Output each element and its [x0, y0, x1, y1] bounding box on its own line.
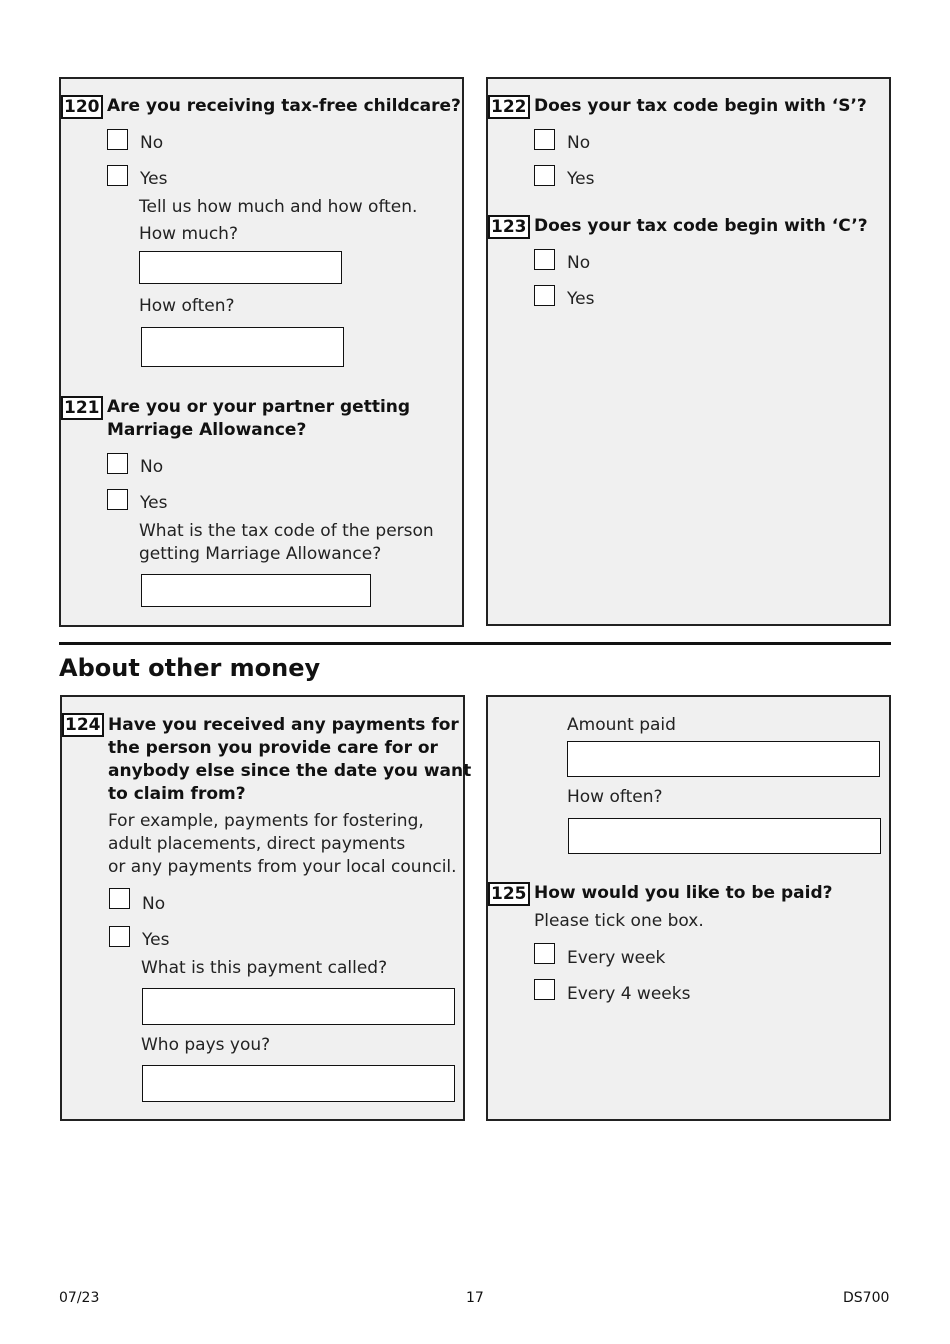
checkbox-q120-yes[interactable] — [107, 165, 128, 186]
question-title: Have you received any payments for — [108, 715, 459, 735]
amount-paid-input[interactable] — [567, 741, 880, 777]
option-label: No — [142, 894, 166, 914]
hint-text: Please tick one box. — [534, 911, 704, 931]
question-title: Does your tax code begin with ‘S’? — [534, 96, 867, 116]
field-label: How much? — [139, 224, 238, 244]
field-label: Amount paid — [567, 715, 676, 735]
option-label: No — [140, 457, 164, 477]
option-label: No — [140, 133, 164, 153]
option-label: Every week — [567, 948, 666, 968]
question-title: Are you receiving tax-free childcare? — [107, 96, 461, 116]
option-label: Yes — [142, 930, 170, 950]
who-pays-input[interactable] — [142, 1065, 455, 1102]
question-number: 121 — [61, 396, 103, 420]
footer-date: 07/23 — [59, 1290, 100, 1306]
field-label: How often? — [139, 296, 235, 316]
panel-q122-q123 — [486, 77, 891, 626]
field-label: What is the tax code of the person — [139, 521, 434, 541]
question-title: Does your tax code begin with ‘C’? — [534, 216, 868, 236]
option-label: Yes — [140, 493, 168, 513]
hint-text: Tell us how much and how often. — [139, 197, 418, 217]
checkbox-q121-yes[interactable] — [107, 489, 128, 510]
checkbox-every-4-weeks[interactable] — [534, 979, 555, 1000]
payment-name-input[interactable] — [142, 988, 455, 1025]
how-often-input[interactable] — [141, 327, 344, 367]
option-label: Yes — [140, 169, 168, 189]
question-title: Marriage Allowance? — [107, 420, 307, 440]
field-label: getting Marriage Allowance? — [139, 544, 382, 564]
tax-code-input[interactable] — [141, 574, 371, 607]
checkbox-q121-no[interactable] — [107, 453, 128, 474]
page-number: 17 — [466, 1290, 484, 1306]
form-code: DS700 — [843, 1290, 890, 1306]
checkbox-q124-yes[interactable] — [109, 926, 130, 947]
question-title: to claim from? — [108, 784, 246, 804]
checkbox-q123-yes[interactable] — [534, 285, 555, 306]
checkbox-q123-no[interactable] — [534, 249, 555, 270]
question-title: How would you like to be paid? — [534, 883, 833, 903]
hint-text: For example, payments for fostering, — [108, 811, 424, 831]
question-title: the person you provide care for or — [108, 738, 438, 758]
option-label: No — [567, 253, 591, 273]
checkbox-q122-no[interactable] — [534, 129, 555, 150]
field-label: What is this payment called? — [141, 958, 388, 978]
section-title: About other money — [59, 654, 321, 682]
question-number: 122 — [488, 95, 530, 119]
how-much-input[interactable] — [139, 251, 342, 284]
payment-frequency-input[interactable] — [568, 818, 881, 854]
checkbox-q120-no[interactable] — [107, 129, 128, 150]
checkbox-q124-no[interactable] — [109, 888, 130, 909]
section-divider — [59, 642, 891, 645]
question-number: 123 — [488, 215, 530, 239]
option-label: No — [567, 133, 591, 153]
checkbox-every-week[interactable] — [534, 943, 555, 964]
hint-text: or any payments from your local council. — [108, 857, 457, 877]
question-number: 124 — [62, 713, 104, 737]
hint-text: adult placements, direct payments — [108, 834, 406, 854]
checkbox-q122-yes[interactable] — [534, 165, 555, 186]
question-title: anybody else since the date you want — [108, 761, 472, 781]
option-label: Yes — [567, 289, 595, 309]
option-label: Yes — [567, 169, 595, 189]
question-title: Are you or your partner getting — [107, 397, 411, 417]
field-label: Who pays you? — [141, 1035, 271, 1055]
option-label: Every 4 weeks — [567, 984, 691, 1004]
question-number: 120 — [61, 95, 103, 119]
question-number: 125 — [488, 882, 530, 906]
field-label: How often? — [567, 787, 663, 807]
